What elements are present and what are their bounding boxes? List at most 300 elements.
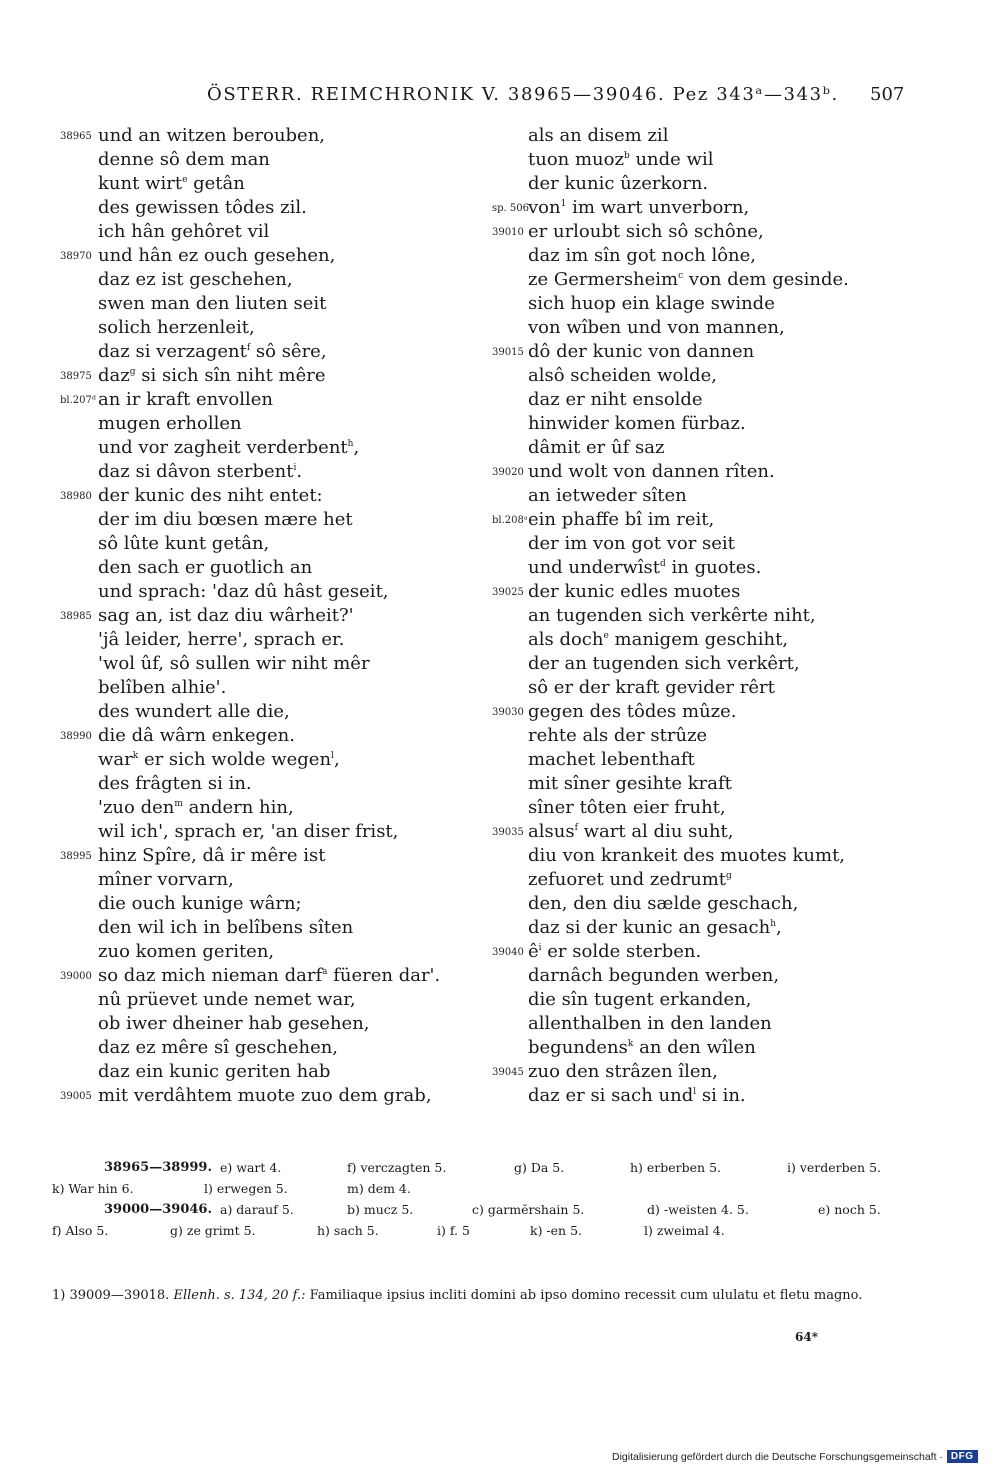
verse-segment: die ouch kunige wârn; <box>98 893 302 914</box>
verse-segment: sô er der kraft gevider rêrt <box>528 677 775 698</box>
line-number: 39005 <box>60 1091 92 1102</box>
verse-segment: andern hin, <box>182 797 294 818</box>
apparatus-entry: e) wart 4. <box>220 1160 282 1175</box>
verse-line <box>60 796 500 820</box>
verse-segment: 'jâ leider, herre', sprach er. <box>98 629 345 650</box>
variant-marker: i <box>293 463 297 473</box>
verse-line <box>492 436 912 460</box>
verse-segment: der kunic des niht entet: <box>98 485 323 506</box>
verse-line <box>492 508 912 532</box>
verse-segment: der kunic ûzerkorn. <box>528 173 709 194</box>
running-header <box>0 84 1000 110</box>
verse-text <box>98 796 294 820</box>
apparatus-entry: g) Da 5. <box>514 1160 565 1175</box>
verse-text <box>98 436 359 460</box>
verse-line <box>60 508 500 532</box>
verse-text <box>528 196 749 220</box>
verse-text <box>528 268 849 292</box>
verse-text <box>528 772 732 796</box>
verse-segment: wart al diu suht, <box>577 821 734 842</box>
verse-segment: als an disem zil <box>528 125 669 146</box>
variant-marker: 1 <box>560 199 567 209</box>
verse-text <box>528 988 752 1012</box>
verse-segment: , <box>333 749 340 770</box>
verse-segment: er urloubt sich sô schône, <box>528 221 764 242</box>
verse-segment: dâmit er ûf saz <box>528 437 665 458</box>
verse-segment: sich huop ein klage swinde <box>528 293 775 314</box>
verse-segment: mit sîner gesihte kraft <box>528 773 732 794</box>
verse-text <box>98 412 242 436</box>
verse-line <box>60 172 500 196</box>
verse-line <box>60 316 500 340</box>
verse-line <box>60 772 500 796</box>
verse-text <box>98 124 325 148</box>
apparatus-entry: d) -weisten 4. 5. <box>647 1202 749 1217</box>
verse-text <box>98 460 302 484</box>
line-number: 39035 <box>492 827 524 838</box>
verse-text <box>528 412 746 436</box>
verse-segment: diu von krankeit des muotes kumt, <box>528 845 846 866</box>
verse-line <box>492 652 912 676</box>
line-number: 39010 <box>492 227 524 238</box>
verse-line <box>60 652 500 676</box>
verse-segment: so daz mich nieman darf <box>98 965 323 986</box>
verse-segment: im wart unverborn, <box>566 197 750 218</box>
line-number: 38990 <box>60 731 92 742</box>
variant-marker: a <box>322 967 328 977</box>
variant-marker: m <box>174 799 183 809</box>
verse-text <box>528 844 845 868</box>
variant-marker: h <box>347 439 354 449</box>
verse-line <box>492 556 912 580</box>
verse-line <box>60 700 500 724</box>
verse-text <box>528 604 816 628</box>
apparatus-entry: f) verczagten 5. <box>347 1160 447 1175</box>
variant-marker: e <box>182 175 188 185</box>
verse-segment: den, den diu sælde geschach, <box>528 893 799 914</box>
verse-segment: von <box>528 197 561 218</box>
verse-segment: zuo den strâzen îlen, <box>528 1061 718 1082</box>
verse-segment: die sîn tugent erkanden, <box>528 989 752 1010</box>
verse-text <box>98 724 295 748</box>
signature-mark: 64* <box>795 1330 818 1344</box>
verse-line <box>492 988 912 1012</box>
verse-segment: und hân ez ouch gesehen, <box>98 245 336 266</box>
apparatus-entry: k) -en 5. <box>530 1223 582 1238</box>
verse-line <box>492 796 912 820</box>
verse-text <box>528 388 703 412</box>
verse-segment: begundens <box>528 1037 628 1058</box>
apparatus-entry: h) erberben 5. <box>630 1160 721 1175</box>
verse-line <box>492 124 912 148</box>
apparatus-entry: m) dem 4. <box>347 1181 411 1196</box>
verse-text <box>528 556 761 580</box>
left-verse-column <box>60 124 500 1108</box>
verse-line <box>492 700 912 724</box>
verse-line <box>60 220 500 244</box>
verse-text <box>528 580 740 604</box>
variant-marker: l <box>331 751 334 761</box>
verse-line <box>492 892 912 916</box>
apparatus-entry: a) darauf 5. <box>220 1202 294 1217</box>
verse-segment: von wîben und von mannen, <box>528 317 785 338</box>
apparatus-entry: f) Also 5. <box>52 1223 109 1238</box>
variant-marker: b <box>623 151 630 161</box>
verse-line <box>492 724 912 748</box>
dfg-logo: DFG <box>947 1450 978 1463</box>
verse-text <box>98 364 326 388</box>
line-number: 39000 <box>60 971 92 982</box>
verse-segment: denne sô dem man <box>98 149 270 170</box>
verse-text <box>528 340 754 364</box>
verse-segment: solich herzenleit, <box>98 317 255 338</box>
verse-line <box>492 1060 912 1084</box>
verse-segment: 'wol ûf, sô sullen wir niht mêr <box>98 653 370 674</box>
apparatus-row <box>52 1199 902 1220</box>
apparatus-entry: i) f. 5 <box>437 1223 470 1238</box>
verse-line <box>60 676 500 700</box>
verse-text <box>528 892 798 916</box>
verse-text <box>98 988 356 1012</box>
verse-text <box>528 676 775 700</box>
verse-line <box>492 1012 912 1036</box>
verse-segment: die dâ wârn enkegen. <box>98 725 295 746</box>
verse-segment: kunt wirt <box>98 173 183 194</box>
verse-text <box>528 532 735 556</box>
apparatus-entry: h) sach 5. <box>317 1223 379 1238</box>
verse-line <box>492 964 912 988</box>
verse-segment: sag an, ist daz diu wârheit?' <box>98 605 354 626</box>
verse-segment: ê <box>528 941 539 962</box>
verse-line <box>492 772 912 796</box>
verse-segment: si in. <box>696 1085 746 1106</box>
verse-line <box>492 364 912 388</box>
verse-segment: des wundert alle die, <box>98 701 290 722</box>
verse-text <box>528 292 775 316</box>
verse-text <box>528 940 701 964</box>
verse-text <box>528 820 734 844</box>
verse-text <box>98 940 274 964</box>
footnote-source: Ellenh. s. 134, 20 f.: <box>173 1288 306 1303</box>
verse-line <box>60 748 500 772</box>
verse-text <box>528 148 713 172</box>
verse-segment: wil ich', sprach er, 'an diser frist, <box>98 821 399 842</box>
verse-segment: sô sêre, <box>250 341 327 362</box>
verse-line <box>492 244 912 268</box>
right-verse-column <box>492 124 912 1108</box>
verse-text <box>98 268 293 292</box>
verse-line <box>60 1012 500 1036</box>
verse-line <box>60 580 500 604</box>
footnote-text: Familiaque ipsius incliti domini ab ipso domino recessit cum ululatu et fletu magno. <box>309 1288 863 1303</box>
verse-segment: daz ez ist geschehen, <box>98 269 293 290</box>
line-number: 38980 <box>60 491 92 502</box>
verse-text <box>528 220 764 244</box>
verse-line <box>60 820 500 844</box>
line-number: bl.207ᵈ <box>60 395 96 406</box>
verse-text <box>98 172 245 196</box>
apparatus-entry: g) ze grimt 5. <box>170 1223 256 1238</box>
verse-text <box>98 820 398 844</box>
verse-text <box>98 1036 338 1060</box>
verse-line <box>60 916 500 940</box>
line-number: 38970 <box>60 251 92 262</box>
verse-line <box>60 196 500 220</box>
verse-text <box>528 748 695 772</box>
verse-segment: nû prüevet unde nemet war, <box>98 989 356 1010</box>
verse-segment: ob iwer dheiner hab gesehen, <box>98 1013 370 1034</box>
verse-line <box>492 148 912 172</box>
verse-line <box>60 244 500 268</box>
line-number: 39045 <box>492 1067 524 1078</box>
apparatus-row <box>52 1178 902 1199</box>
line-number: bl.208ᵃ <box>492 515 528 526</box>
verse-segment: alsô scheiden wolde, <box>528 365 717 386</box>
verse-segment: , <box>353 437 360 458</box>
verse-segment: si sich sîn niht mêre <box>135 365 326 386</box>
verse-text <box>98 868 234 892</box>
verse-text <box>528 1036 756 1060</box>
verse-text <box>98 892 302 916</box>
verse-text <box>98 1012 370 1036</box>
verse-line <box>492 220 912 244</box>
verse-segment: zefuoret und zedrumt <box>528 869 727 890</box>
verse-segment: daz si verzagent <box>98 341 247 362</box>
verse-line <box>492 196 912 220</box>
verse-line <box>60 364 500 388</box>
verse-segment: zuo komen geriten, <box>98 941 275 962</box>
apparatus-range: 39000—39046. <box>104 1202 212 1217</box>
verse-text <box>528 124 668 148</box>
verse-text <box>98 508 353 532</box>
critical-apparatus <box>52 1157 902 1241</box>
verse-text <box>98 148 270 172</box>
verse-segment: alsus <box>528 821 575 842</box>
dfg-funding-notice <box>612 1450 978 1463</box>
verse-segment: und sprach: 'daz dû hâst geseit, <box>98 581 389 602</box>
apparatus-row <box>52 1220 902 1241</box>
verse-line <box>60 724 500 748</box>
verse-line <box>492 484 912 508</box>
verse-line <box>492 388 912 412</box>
verse-text <box>98 700 290 724</box>
verse-line <box>492 1084 912 1108</box>
verse-segment: ze Germersheim <box>528 269 679 290</box>
verse-text <box>98 580 389 604</box>
verse-line <box>492 340 912 364</box>
verse-text <box>528 628 788 652</box>
verse-line <box>60 124 500 148</box>
variant-marker: c <box>678 271 684 281</box>
verse-line <box>492 820 912 844</box>
line-number: 39030 <box>492 707 524 718</box>
verse-text <box>98 388 273 412</box>
verse-segment: getân <box>187 173 245 194</box>
verse-segment: gegen des tôdes mûze. <box>528 701 737 722</box>
verse-text <box>98 220 269 244</box>
verse-text <box>528 700 737 724</box>
verse-text <box>528 868 732 892</box>
variant-marker: f <box>246 343 251 353</box>
verse-segment: ich hân gehôret vil <box>98 221 270 242</box>
verse-text <box>98 532 269 556</box>
verse-text <box>98 292 326 316</box>
verse-line <box>60 292 500 316</box>
verse-line <box>60 868 500 892</box>
verse-text <box>528 172 708 196</box>
verse-text <box>98 772 252 796</box>
verse-segment: ein phaffe bî im reit, <box>528 509 715 530</box>
line-number: sp. 506 <box>492 203 529 214</box>
verse-segment: tuon muoz <box>528 149 624 170</box>
apparatus-entry: b) mucz 5. <box>347 1202 414 1217</box>
verse-segment: , <box>776 917 782 938</box>
apparatus-entry: i) verderben 5. <box>787 1160 882 1175</box>
verse-line <box>60 268 500 292</box>
verse-segment: daz er niht ensolde <box>528 389 703 410</box>
verse-segment: sîner tôten eier fruht, <box>528 797 726 818</box>
apparatus-entry: l) erwegen 5. <box>204 1181 288 1196</box>
verse-segment: daz er si sach und <box>528 1085 694 1106</box>
verse-line <box>492 676 912 700</box>
verse-segment: belîben alhie'. <box>98 677 227 698</box>
apparatus-entry: l) zweimal 4. <box>644 1223 725 1238</box>
variant-marker: g <box>726 871 732 881</box>
apparatus-row <box>52 1157 902 1178</box>
verse-segment: an ir kraft envollen <box>98 389 273 410</box>
verse-segment: und wolt von dannen rîten. <box>528 461 775 482</box>
verse-line <box>60 940 500 964</box>
verse-text <box>528 364 717 388</box>
verse-segment: den sach er guotlich an <box>98 557 313 578</box>
verse-line <box>60 1084 500 1108</box>
variant-marker: d <box>660 559 666 569</box>
verse-segment: den wil ich in belîbens sîten <box>98 917 354 938</box>
verse-line <box>492 532 912 556</box>
verse-segment: allenthalben in den landen <box>528 1013 772 1034</box>
verse-line <box>492 316 912 340</box>
verse-segment: hinwider komen fürbaz. <box>528 413 746 434</box>
verse-line <box>60 964 500 988</box>
verse-segment: mit verdâhtem muote zuo dem grab, <box>98 1085 432 1106</box>
verse-line <box>60 340 500 364</box>
verse-segment: an ietweder sîten <box>528 485 687 506</box>
verse-segment: von dem gesinde. <box>683 269 849 290</box>
verse-segment: daz ez mêre sî geschehen, <box>98 1037 339 1058</box>
verse-segment: an tugenden sich verkêrte niht, <box>528 605 816 626</box>
verse-segment: der kunic edles muotes <box>528 581 741 602</box>
verse-text <box>528 436 664 460</box>
verse-text <box>528 1084 746 1108</box>
verse-line <box>60 988 500 1012</box>
verse-text <box>98 748 340 772</box>
verse-segment: er sich wolde wegen <box>138 749 332 770</box>
verse-segment: der im diu bœsen mære het <box>98 509 353 530</box>
verse-line <box>60 556 500 580</box>
verse-segment: daz <box>98 365 130 386</box>
verse-text <box>528 484 687 508</box>
verse-segment: war <box>98 749 133 770</box>
verse-line <box>492 940 912 964</box>
verse-line <box>60 1036 500 1060</box>
line-number: 39040 <box>492 947 524 958</box>
verse-text <box>98 484 323 508</box>
verse-text <box>528 796 726 820</box>
verse-text <box>98 196 307 220</box>
page-number: 507 <box>870 84 905 105</box>
verse-line <box>60 844 500 868</box>
line-number: 38975 <box>60 371 92 382</box>
verse-text <box>528 460 775 484</box>
verse-line <box>60 148 500 172</box>
verse-text <box>98 604 354 628</box>
verse-segment: unde wil <box>629 149 714 170</box>
line-number: 38995 <box>60 851 92 862</box>
verse-segment: und underwîst <box>528 557 661 578</box>
verse-line <box>492 1036 912 1060</box>
verse-line <box>60 484 500 508</box>
verse-text <box>98 676 226 700</box>
verse-line <box>492 868 912 892</box>
verse-segment: und vor zagheit verderbent <box>98 437 348 458</box>
verse-text <box>528 964 779 988</box>
verse-segment: an den wîlen <box>633 1037 756 1058</box>
verse-line <box>60 436 500 460</box>
verse-line <box>492 412 912 436</box>
line-number: 39025 <box>492 587 524 598</box>
variant-marker: f <box>574 823 578 833</box>
verse-line <box>492 748 912 772</box>
verse-text <box>528 1060 718 1084</box>
line-number: 39020 <box>492 467 524 478</box>
verse-text <box>528 508 714 532</box>
apparatus-entry: c) garmĕrshain 5. <box>472 1202 585 1217</box>
verse-line <box>492 172 912 196</box>
verse-segment: daz si der kunic an gesach <box>528 917 771 938</box>
verse-segment: swen man den liuten seit <box>98 293 327 314</box>
line-number: 38985 <box>60 611 92 622</box>
verse-line <box>60 1060 500 1084</box>
verse-line <box>60 628 500 652</box>
verse-line <box>492 580 912 604</box>
verse-text <box>528 1012 772 1036</box>
verse-line <box>492 844 912 868</box>
verse-line <box>492 628 912 652</box>
verse-line <box>492 916 912 940</box>
verse-segment: und an witzen berouben, <box>98 125 326 146</box>
verse-text <box>528 724 707 748</box>
verse-segment: als doch <box>528 629 604 650</box>
verse-segment: der im von got vor seit <box>528 533 735 554</box>
footnote-marker: 1) 39009—39018. <box>52 1288 170 1303</box>
variant-marker: l <box>693 1087 697 1097</box>
apparatus-entry: k) War hin 6. <box>52 1181 134 1196</box>
running-title: ÖSTERR. REIMCHRONIK V. 38965—39046. Pez 343ᵃ—343ᵇ. <box>207 84 839 105</box>
verse-segment: machet lebenthaft <box>528 749 695 770</box>
verse-segment: daz si dâvon sterbent <box>98 461 294 482</box>
verse-text <box>98 916 353 940</box>
line-number: 39015 <box>492 347 524 358</box>
verse-segment: darnâch begunden werben, <box>528 965 780 986</box>
verse-text <box>98 556 312 580</box>
verse-text <box>98 844 325 868</box>
verse-line <box>60 388 500 412</box>
verse-segment: manigem geschiht, <box>608 629 789 650</box>
verse-text <box>528 244 756 268</box>
verse-segment: hinz Spîre, dâ ir mêre ist <box>98 845 326 866</box>
verse-line <box>492 460 912 484</box>
verse-segment: rehte als der strûze <box>528 725 708 746</box>
